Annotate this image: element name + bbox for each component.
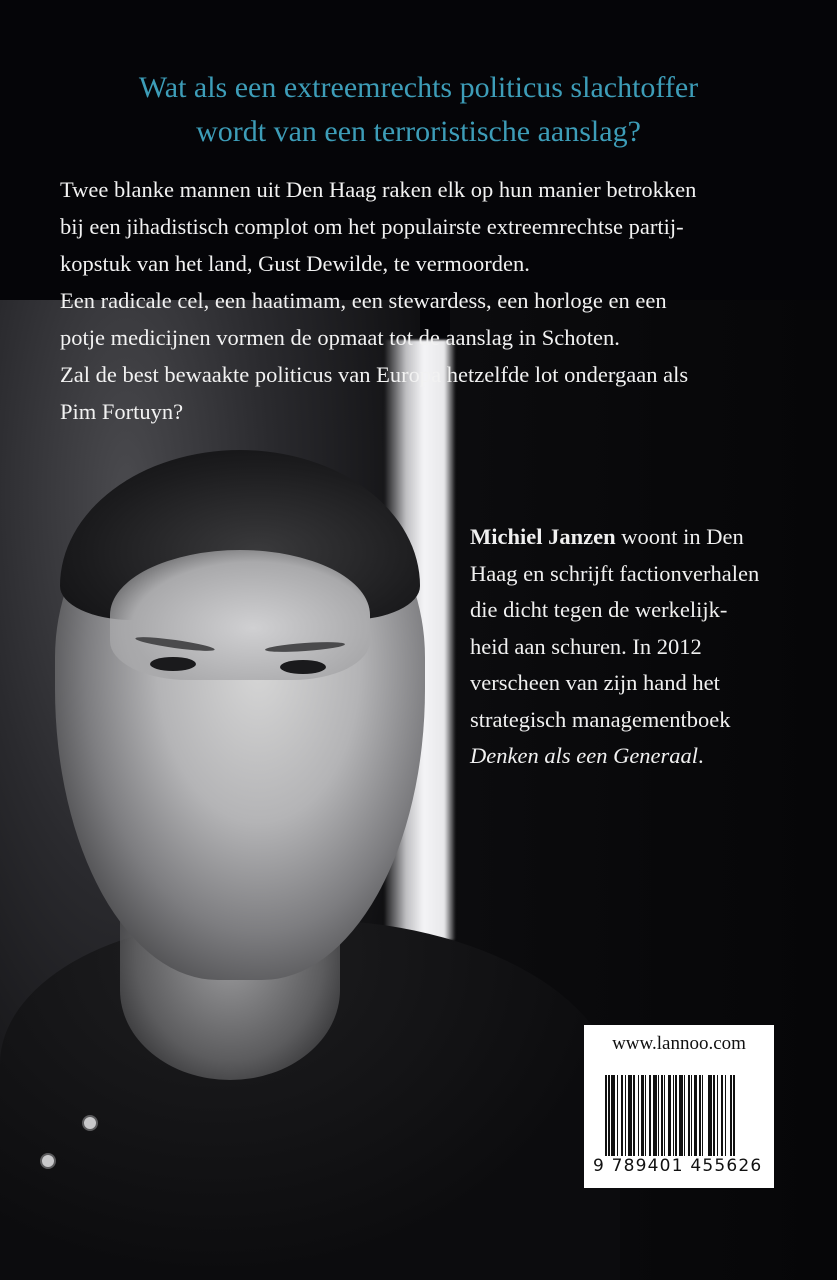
bio-line: die dicht tegen de werkelijk- (470, 597, 728, 622)
isbn-digits: 9 789401 455626 (593, 1156, 763, 1176)
bio-line (470, 738, 790, 775)
bio-line: strategisch managementboek (470, 706, 731, 732)
barcode-box (584, 1025, 774, 1188)
headline (0, 66, 837, 154)
author-name: Michiel Janzen (470, 524, 616, 549)
headline-line-1: Wat als een extreemrechts politicus slachtoffer (138, 71, 699, 104)
book-title: Denken als een Generaal (470, 743, 699, 768)
blurb-line: Een radicale cel, een haatimam, een stewardess, een horloge en een (60, 288, 667, 313)
publisher-url[interactable]: www.lannoo.com (612, 1033, 746, 1054)
portrait-forehead (110, 550, 370, 680)
blurb-line: Pim Fortuyn? (60, 399, 184, 424)
portrait-eye-left (150, 657, 196, 671)
portrait-eye-right (280, 660, 326, 674)
bio-line: verscheen van zijn hand het (470, 670, 720, 695)
bio-line-1-rest: woont in Den (615, 524, 744, 549)
isbn-number (592, 1156, 772, 1176)
author-bio (470, 519, 790, 775)
book-title-suffix: . (698, 743, 704, 768)
blurb-line: Twee blanke mannen uit Den Haag raken elk op hun manier betrokken (60, 177, 697, 202)
blurb-line: bij een jihadistisch complot om het populairste extreemrechtse partij- (60, 214, 684, 239)
blurb-line: kopstuk van het land, Gust Dewilde, te vermoorden. (60, 251, 530, 276)
shirt-button-icon (82, 1115, 98, 1131)
bio-line: Haag en schrijft factionverhalen (470, 560, 760, 586)
blurb-line: potje medicijnen vormen de opmaat tot de aanslag in Schoten. (60, 325, 620, 350)
bio-line (470, 519, 790, 556)
bio-line: heid aan schuren. In 2012 (470, 633, 702, 659)
headline-line-2: wordt van een terroristische aanslag? (196, 115, 641, 148)
blurb-line: Zal de best bewaakte politicus van Europa hetzelfde lot ondergaan als (60, 362, 689, 387)
shirt-button-icon (40, 1153, 56, 1169)
blurb (60, 171, 780, 430)
